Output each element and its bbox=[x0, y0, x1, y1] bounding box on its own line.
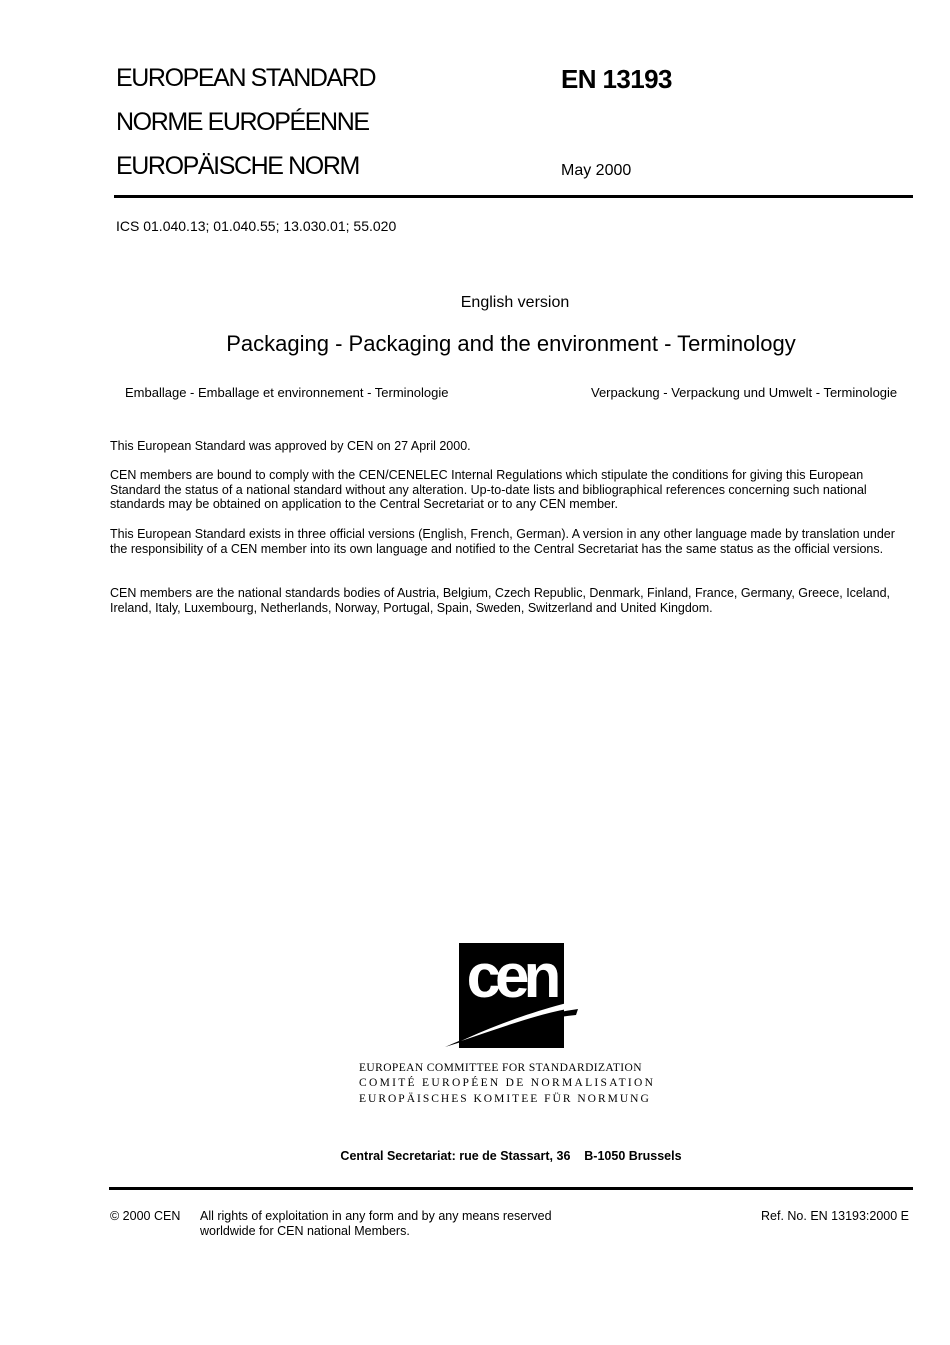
compliance-paragraph: CEN members are bound to comply with the CEN/CENELEC Internal Regulations which stipulate the conditions for giving this European Standard the status of a national standard without any alteration. Up-to-date lists and bibliographical references concerning such national standards may be obtained on application to the Central Secretariat or to any CEN member. bbox=[110, 468, 867, 512]
committee-name-de: EUROPÄISCHES KOMITEE FÜR NORMUNG bbox=[359, 1093, 651, 1105]
committee-name-fr: COMITÉ EUROPÉEN DE NORMALISATION bbox=[359, 1077, 656, 1089]
versions-paragraph: This European Standard exists in three official versions (English, French, German). A version in any other language made by translation under the responsibility of a CEN member into its own language and notified to the Central Secretariat has the same status as the official versions. bbox=[110, 527, 895, 556]
title-europaische-norm: EUROPÄISCHE NORM bbox=[116, 152, 359, 180]
central-secretariat-address: Central Secretariat: rue de Stassart, 36 B-1050 Brussels bbox=[340, 1149, 682, 1163]
title-norme-europeenne: NORME EUROPÉENNE bbox=[116, 108, 369, 136]
rights-line-1: All rights of exploitation in any form and by any means reserved bbox=[200, 1209, 552, 1223]
footer-rule bbox=[109, 1187, 913, 1190]
ics-codes: ICS 01.040.13; 01.040.55; 13.030.01; 55.020 bbox=[116, 218, 397, 234]
title-european-standard: EUROPEAN STANDARD bbox=[116, 64, 376, 92]
approval-paragraph: This European Standard was approved by CEN on 27 April 2000. bbox=[110, 439, 471, 453]
language-version: English version bbox=[460, 294, 570, 311]
header-rule bbox=[114, 195, 913, 198]
reference-number: Ref. No. EN 13193:2000 E bbox=[761, 1209, 910, 1223]
document-title: Packaging - Packaging and the environment - Terminology bbox=[226, 331, 796, 356]
members-paragraph: CEN members are the national standards bodies of Austria, Belgium, Czech Republic, Denmark, Finland, France, Germany, Greece, Iceland, Ireland, Italy, Luxembourg, Netherlands, Norway, Portugal, Spain, Sweden, Switzerland and United Kingdom. bbox=[110, 586, 890, 615]
cen-logo-text: cen bbox=[466, 943, 556, 1011]
title-french: Emballage - Emballage et environnement - Terminologie bbox=[125, 385, 449, 400]
standard-number: EN 13193 bbox=[561, 64, 672, 94]
cen-logo-icon bbox=[445, 943, 580, 1051]
committee-name-en: EUROPEAN COMMITTEE FOR STANDARDIZATION bbox=[359, 1062, 642, 1074]
rights-line-2: worldwide for CEN national Members. bbox=[200, 1224, 410, 1238]
publication-date: May 2000 bbox=[561, 162, 632, 179]
copyright-notice: © 2000 CEN bbox=[110, 1209, 181, 1223]
title-german: Verpackung - Verpackung und Umwelt - Terminologie bbox=[591, 385, 898, 400]
